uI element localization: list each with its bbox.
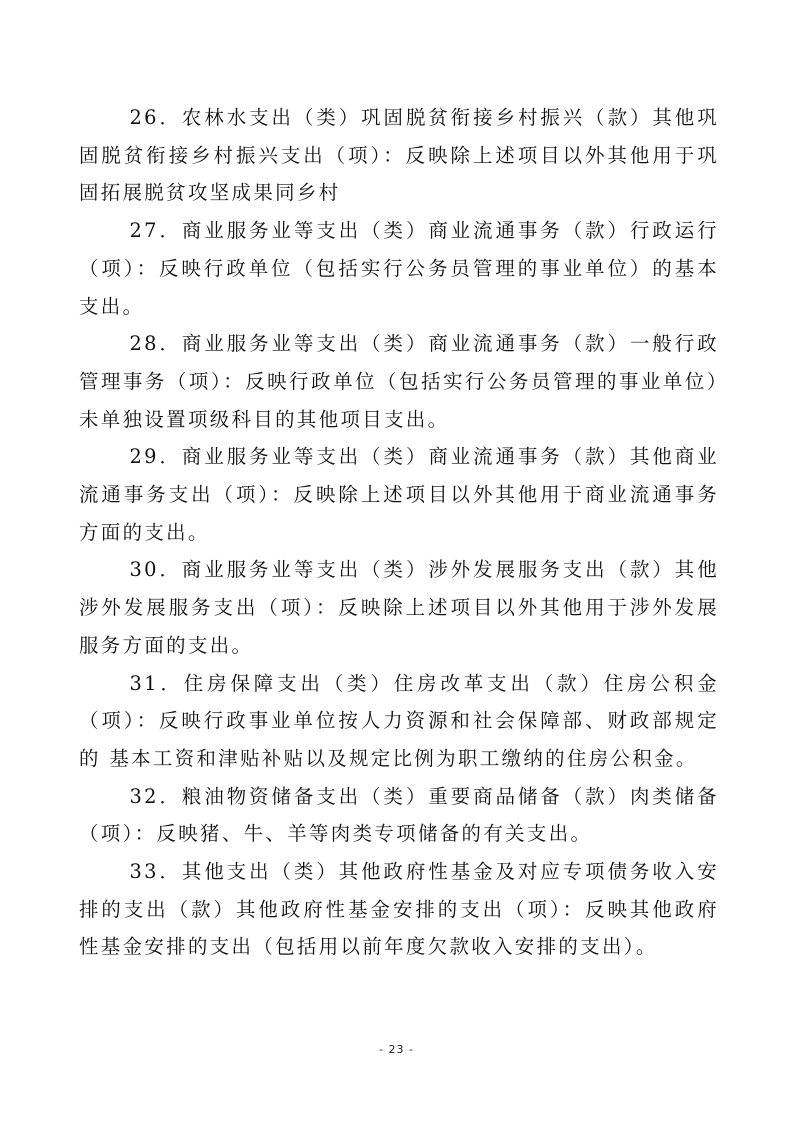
paragraph-26: 26．农林水支出（类）巩固脱贫衔接乡村振兴（款）其他巩固脱贫衔接乡村振兴支出（项）：反映除上述项目以外其他用于巩固拓展脱贫攻坚成果同乡村 (79, 106, 719, 205)
paragraph-32: 32．粮油物资储备支出（类）重要商品储备（款）肉类储备（项）：反映猪、牛、羊等肉类专项储备的有关支出。 (79, 784, 719, 846)
paragraph-27: 27．商业服务业等支出（类）商业流通事务（款）行政运行（项）：反映行政单位（包括实行公务员管理的事业单位）的基本 支出。 (79, 219, 719, 318)
paragraph-29: 29．商业服务业等支出（类）商业流通事务（款）其他商业流通事务支出（项）：反映除上述项目以外其他用于商业流通事务方面的支出。 (79, 445, 719, 544)
paragraph-31: 31．住房保障支出（类）住房改革支出（款）住房公积金（项）：反映行政事业单位按人力资源和社会保障部、财政部规定的 基本工资和津贴补贴以及规定比例为职工缴纳的住房公积金。 (79, 671, 719, 770)
paragraph-28: 28．商业服务业等支出（类）商业流通事务（款）一般行政管理事务（项）：反映行政单位（包括实行公务员管理的事业单位）未单独设置项级科目的其他项目支出。 (79, 332, 719, 431)
paragraph-33: 33．其他支出（类）其他政府性基金及对应专项债务收入安排的支出（款）其他政府性基金安排的支出（项）：反映其他政府性基金安排的支出（包括用以前年度欠款收入安排的支出）。 (79, 860, 719, 959)
document-body (79, 99, 719, 966)
page-number: - 23 - (379, 1043, 414, 1056)
paragraph-30: 30．商业服务业等支出（类）涉外发展服务支出（款）其他涉外发展服务支出（项）：反映除上述项目以外其他用于涉外发展服务方面的支出。 (79, 558, 719, 657)
